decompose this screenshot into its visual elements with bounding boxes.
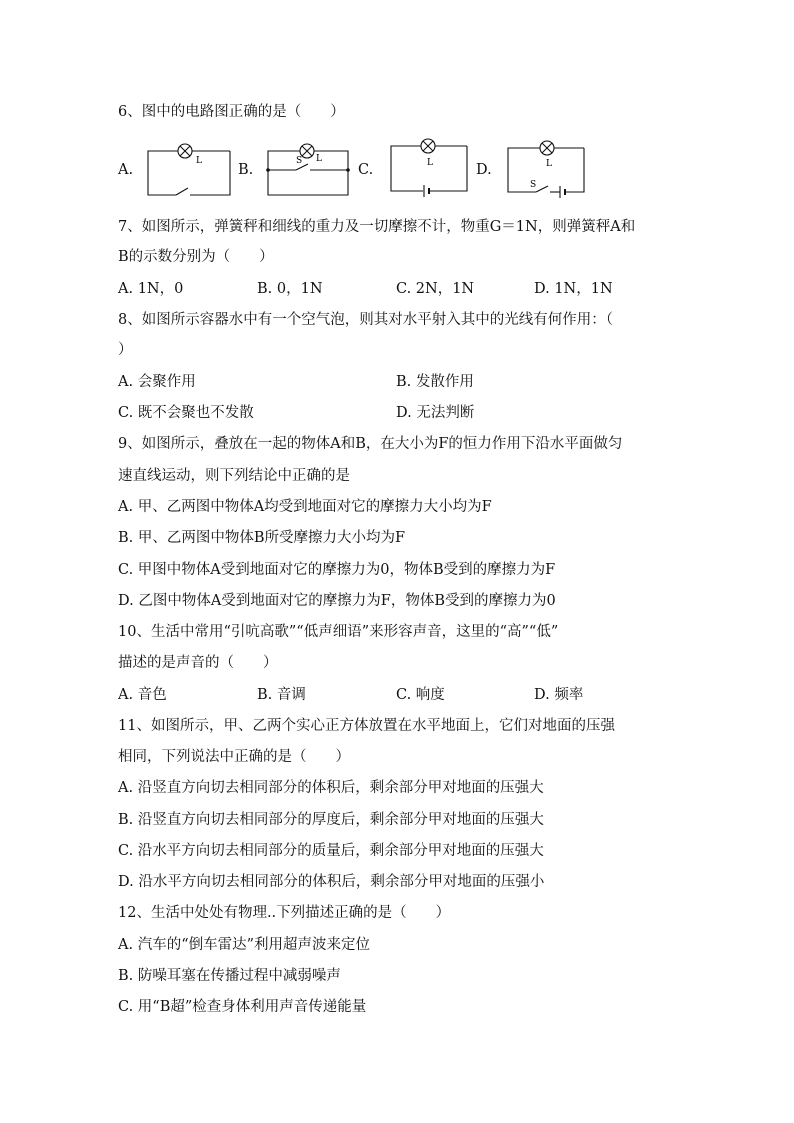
q11-option-d: D. 沿水平方向切去相同部分的体积后，剩余部分甲对地面的压强小 xyxy=(118,874,545,890)
q6-d-switch-label: S xyxy=(530,180,537,190)
q9-option-d: D. 乙图中物体A受到地面对它的摩擦力为F，物体B受到的摩擦力为0 xyxy=(118,593,556,609)
q11-stem-line1: 11、如图所示，甲、乙两个实心正方体放置在水平地面上，它们对地面的压强 xyxy=(118,718,615,734)
q7-option-a: A. 1N，0 xyxy=(118,281,184,297)
q6-b-lamp-label: L xyxy=(316,154,322,164)
q9-stem-line2: 速直线运动，则下列结论中正确的是 xyxy=(118,468,350,484)
q8-stem-line2: ） xyxy=(118,342,133,358)
q8-option-c: C. 既不会聚也不发散 xyxy=(118,405,254,421)
q11-option-c: C. 沿水平方向切去相同部分的质量后，剩余部分甲对地面的压强大 xyxy=(118,843,544,859)
q12-option-a: A. 汽车的“倒车雷达”利用超声波来定位 xyxy=(118,937,371,953)
q6-option-a-label: A. xyxy=(118,162,134,178)
q6-stem: 6、图中的电路图正确的是（ ） xyxy=(118,104,345,120)
q7-stem-line1: 7、如图所示，弹簧秤和细线的重力及一切摩擦不计，物重G＝1N，则弹簧秤A和 xyxy=(118,219,636,235)
q6-option-c-label: C. xyxy=(358,162,374,178)
q8-stem-line1: 8、如图所示容器水中有一个空气泡，则其对水平射入其中的光线有何作用：（ xyxy=(118,312,613,328)
q9-stem-line1: 9、如图所示，叠放在一起的物体A和B，在大小为F的恒力作用下沿水平面做匀 xyxy=(118,436,623,452)
q10-stem-line2: 描述的是声音的（ ） xyxy=(118,655,278,671)
q6-circuit-d-drawing xyxy=(500,138,590,198)
q6-d-lamp-label: L xyxy=(546,159,552,169)
q11-option-a: A. 沿竖直方向切去相同部分的体积后，剩余部分甲对地面的压强大 xyxy=(118,780,544,796)
q10-stem-line1: 10、生活中常用“引吭高歌”“低声细语”来形容声音，这里的“高”“低” xyxy=(118,624,559,640)
q12-stem: 12、生活中处处有物理..下列描述正确的是（ ） xyxy=(118,905,451,921)
q6-circuit-b-drawing xyxy=(262,143,354,200)
q9-option-c: C. 甲图中物体A受到地面对它的摩擦力为0，物体B受到的摩擦力为F xyxy=(118,562,556,578)
q12-option-c: C. 用“B超”检查身体利用声音传递能量 xyxy=(118,999,367,1015)
q12-option-b: B. 防噪耳塞在传播过程中减弱噪声 xyxy=(118,968,341,984)
q11-option-b: B. 沿竖直方向切去相同部分的厚度后，剩余部分甲对地面的压强大 xyxy=(118,812,544,828)
q7-option-b: B. 0，1N xyxy=(257,281,323,297)
q9-option-a: A. 甲、乙两图中物体A均受到地面对它的摩擦力大小均为F xyxy=(118,499,492,515)
q7-option-c: C. 2N，1N xyxy=(396,281,475,297)
q10-option-d: D. 频率 xyxy=(534,687,584,703)
q10-option-b: B. 音调 xyxy=(257,687,306,703)
q6-option-b-label: B. xyxy=(238,162,254,178)
q10-option-c: C. 响度 xyxy=(396,687,445,703)
q8-option-b: B. 发散作用 xyxy=(396,374,474,390)
q8-option-a: A. 会聚作用 xyxy=(118,374,196,390)
q7-option-d: D. 1N，1N xyxy=(534,281,613,297)
q6-circuit-c-drawing xyxy=(383,137,475,197)
q11-stem-line2: 相同，下列说法中正确的是（ ） xyxy=(118,749,350,765)
q6-option-d-label: D. xyxy=(476,162,492,178)
q6-c-lamp-label: L xyxy=(427,158,433,168)
q10-option-a: A. 音色 xyxy=(118,687,167,703)
q8-option-d: D. 无法判断 xyxy=(396,405,475,421)
q9-option-b: B. 甲、乙两图中物体B所受摩擦力大小均为F xyxy=(118,530,406,546)
q6-b-switch-label: S xyxy=(296,156,303,166)
q6-a-lamp-label: L xyxy=(196,156,202,166)
q7-stem-line2: B的示数分别为（ ） xyxy=(118,249,274,265)
